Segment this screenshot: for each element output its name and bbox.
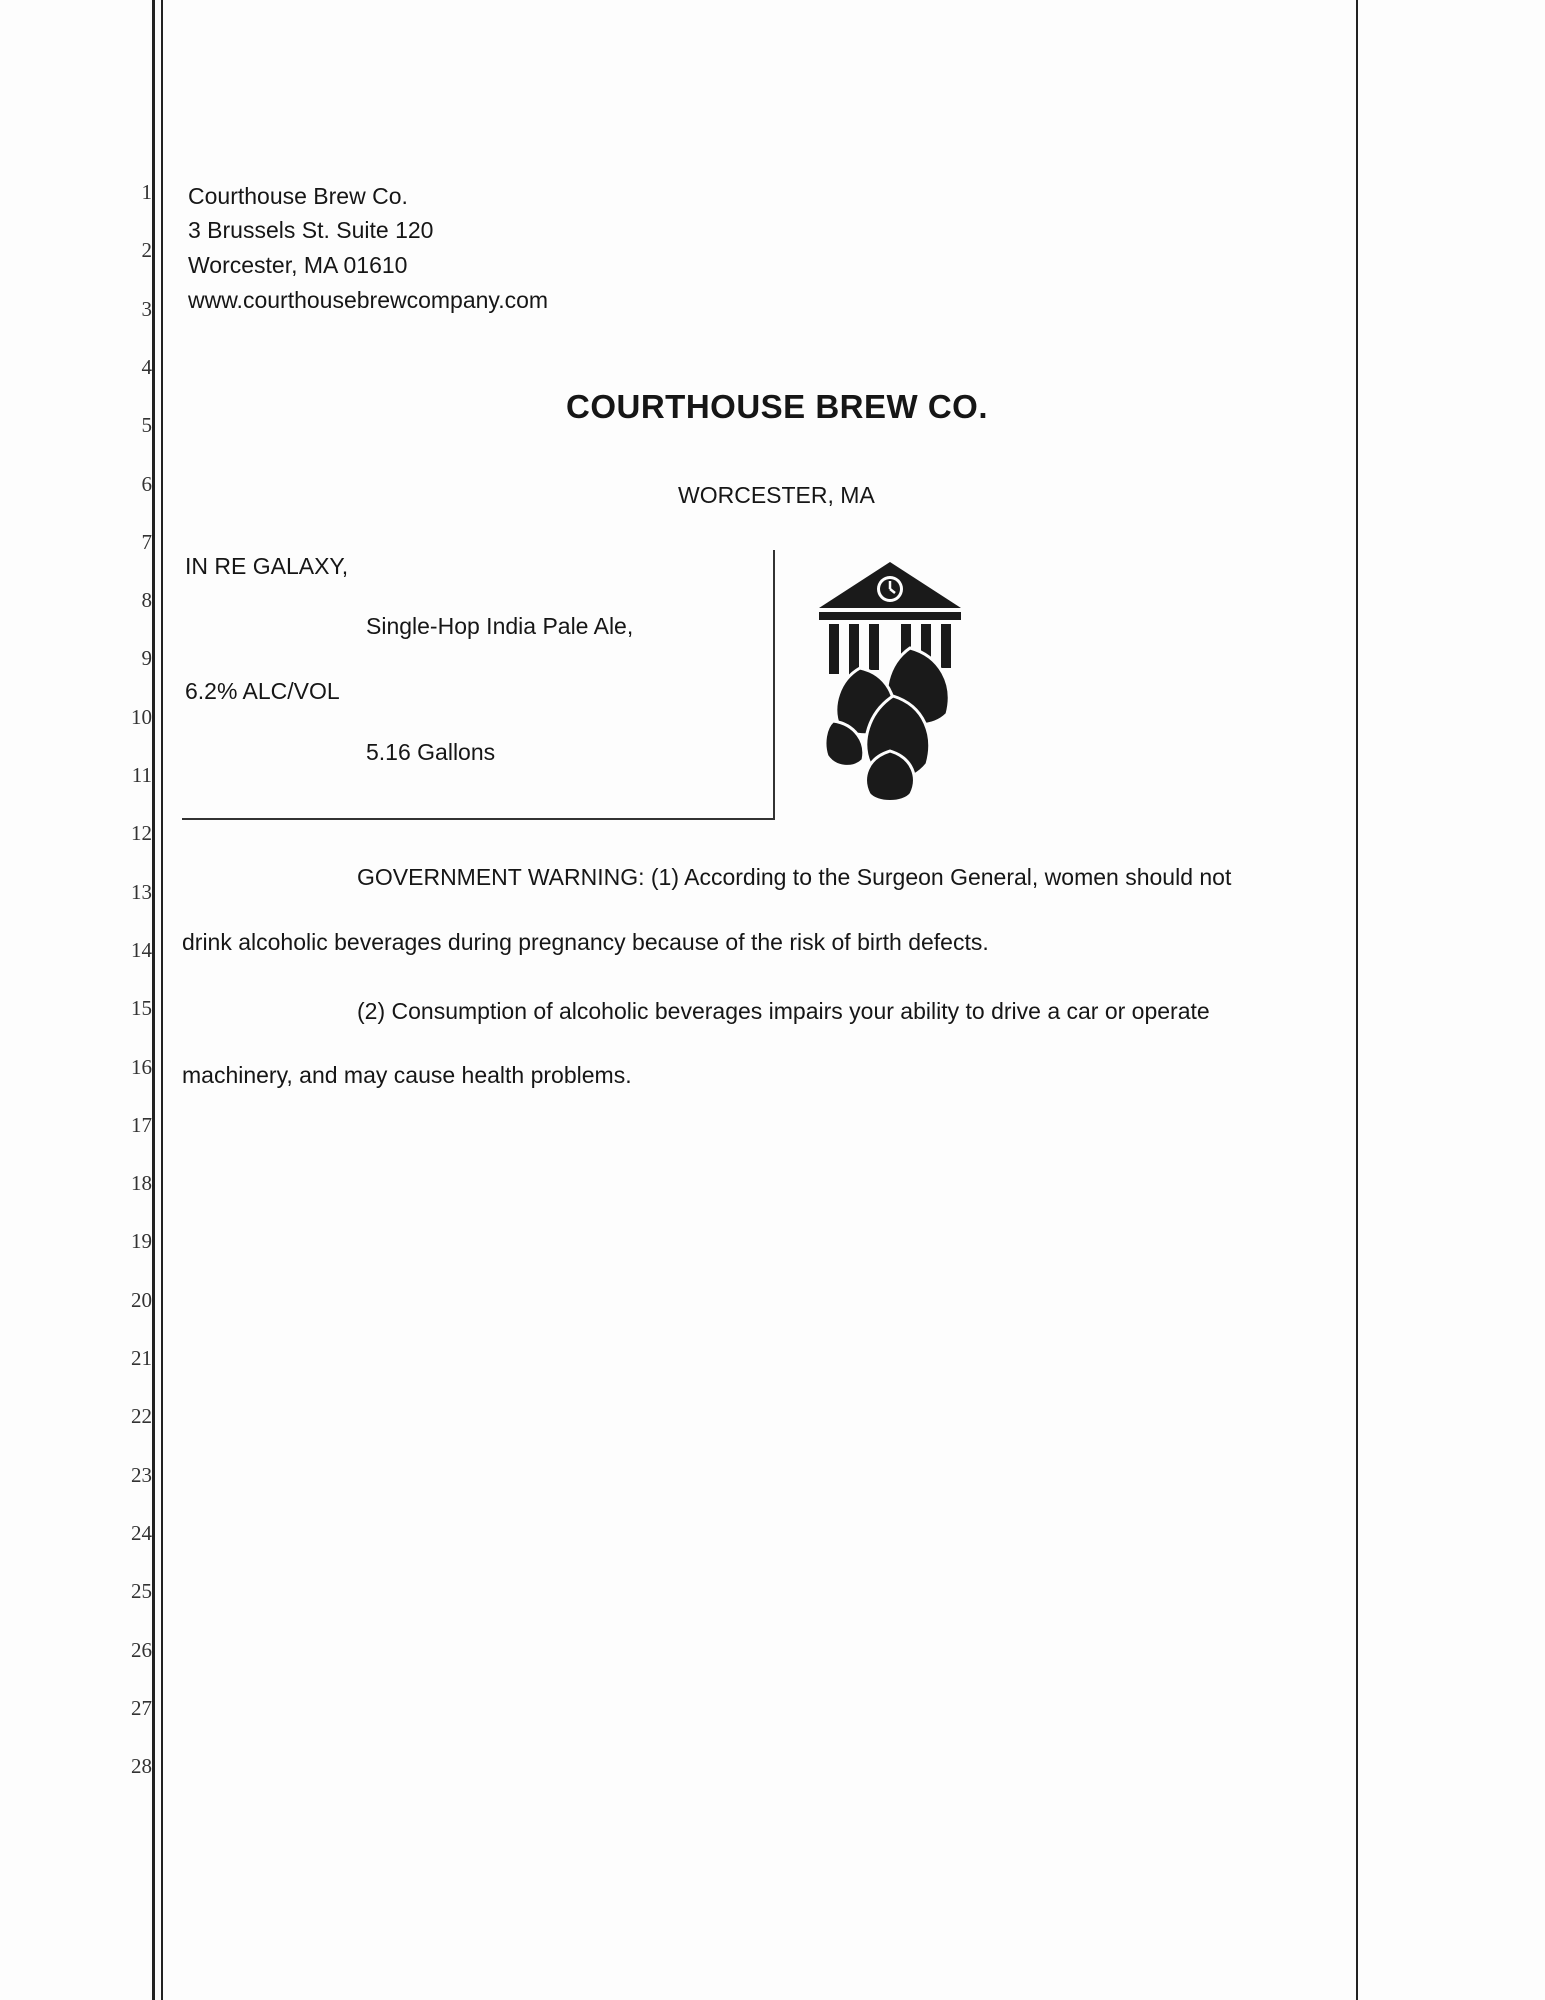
line-number: 6 xyxy=(141,472,152,496)
warning-line-4: machinery, and may cause health problems. xyxy=(182,1062,632,1088)
line-number: 1 xyxy=(141,180,152,204)
line-number: 16 xyxy=(131,1055,152,1079)
line-number: 7 xyxy=(141,530,152,554)
caption-divider-horizontal xyxy=(182,818,774,820)
line-number: 27 xyxy=(131,1696,152,1720)
address-street: 3 Brussels St. Suite 120 xyxy=(188,217,434,243)
left-margin-rule xyxy=(152,0,155,2000)
line-number: 19 xyxy=(131,1229,152,1253)
line-number: 11 xyxy=(131,763,152,787)
line-number: 10 xyxy=(131,705,152,729)
line-number: 21 xyxy=(131,1346,152,1370)
address-website: www.courthousebrewcompany.com xyxy=(188,287,549,313)
line-number: 14 xyxy=(131,938,152,962)
caption-abv: 6.2% ALC/VOL xyxy=(185,678,340,704)
courthouse-hop-logo-icon xyxy=(815,556,965,806)
caption-style: Single-Hop India Pale Ale, xyxy=(366,613,634,639)
line-number: 12 xyxy=(131,821,152,845)
warning-line-1: GOVERNMENT WARNING: (1) According to the Surgeon General, women should not xyxy=(357,864,1232,890)
caption-in-re: IN RE GALAXY, xyxy=(185,553,349,579)
caption-divider-vertical xyxy=(773,550,775,820)
address-city: Worcester, MA 01610 xyxy=(188,252,408,278)
line-number: 5 xyxy=(141,413,152,437)
line-number: 23 xyxy=(131,1463,152,1487)
line-number: 15 xyxy=(131,996,152,1020)
warning-line-2: drink alcoholic beverages during pregnancy because of the risk of birth defects. xyxy=(182,929,989,955)
line-number: 4 xyxy=(141,355,152,379)
document-subtitle: WORCESTER, MA xyxy=(678,482,875,508)
caption-volume: 5.16 Gallons xyxy=(366,739,496,765)
line-number: 8 xyxy=(141,588,152,612)
line-number: 20 xyxy=(131,1288,152,1312)
line-number: 26 xyxy=(131,1638,152,1662)
line-number: 17 xyxy=(131,1113,152,1137)
left-margin-rule-inner xyxy=(161,0,163,2000)
right-margin-rule xyxy=(1356,0,1358,2000)
line-number: 25 xyxy=(131,1579,152,1603)
line-number: 3 xyxy=(141,297,152,321)
line-number: 18 xyxy=(131,1171,152,1195)
line-number: 24 xyxy=(131,1521,152,1545)
line-number: 28 xyxy=(131,1754,152,1778)
line-number: 13 xyxy=(131,880,152,904)
line-number: 22 xyxy=(131,1404,152,1428)
document-title: COURTHOUSE BREW CO. xyxy=(566,388,988,425)
line-number: 9 xyxy=(141,646,152,670)
line-number: 2 xyxy=(141,238,152,262)
warning-line-3: (2) Consumption of alcoholic beverages impairs your ability to drive a car or operate xyxy=(357,998,1210,1024)
address-name: Courthouse Brew Co. xyxy=(188,183,408,209)
